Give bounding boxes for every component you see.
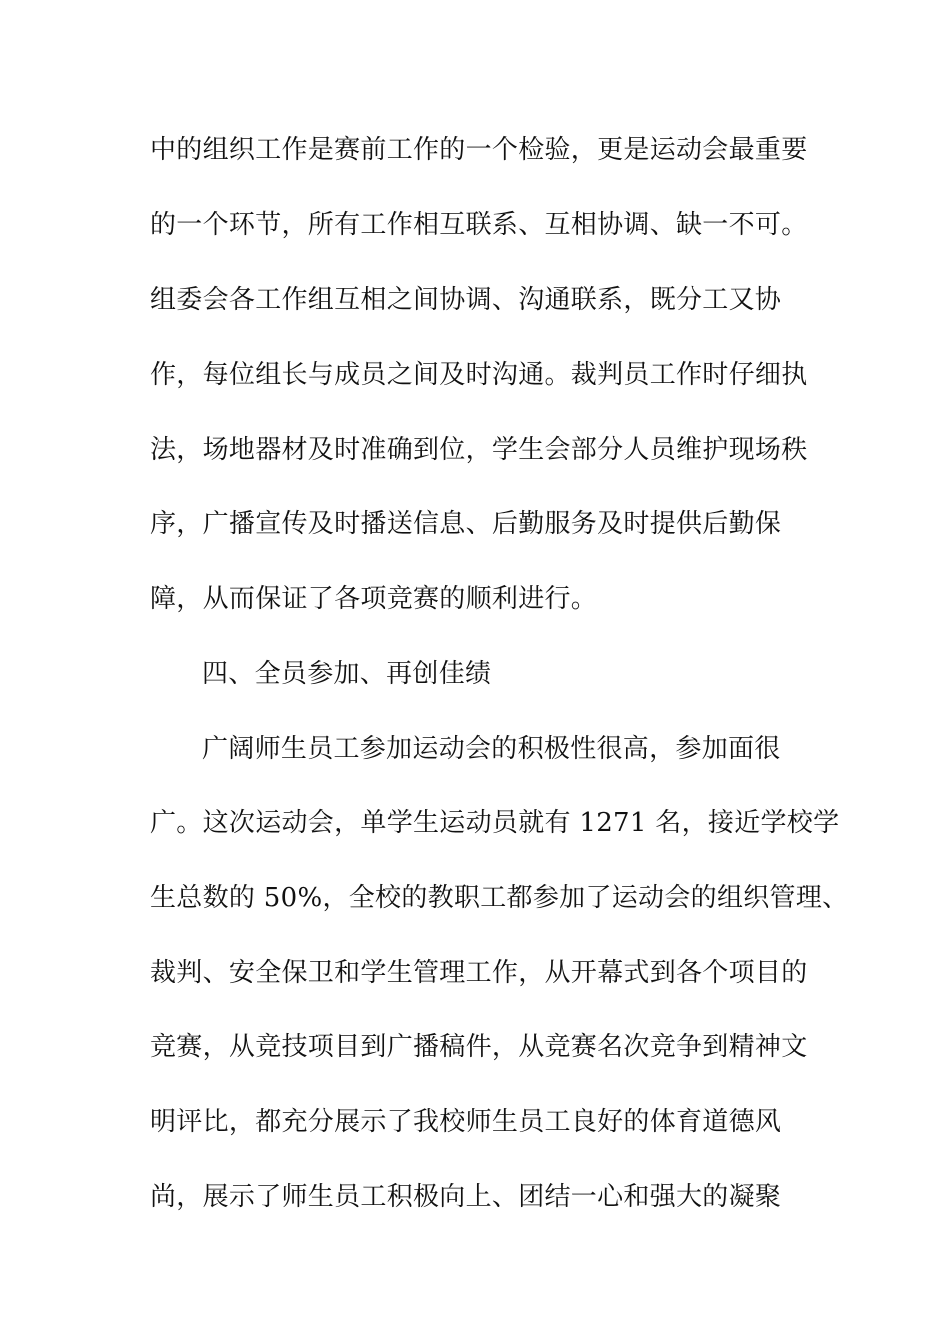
text-line: 中的组织工作是赛前工作的一个检验，更是运动会最重要 <box>150 135 808 165</box>
text-line: 明评比，都充分展示了我校师生员工良好的体育道德风 <box>150 1107 782 1137</box>
text-line: 广阔师生员工参加运动会的积极性很高，参加面很 <box>202 734 781 764</box>
text-line: 组委会各工作组互相之间协调、沟通联系，既分工又协 <box>150 285 782 315</box>
text-line: 序，广播宣传及时播送信息、后勤服务及时提供后勤保 <box>150 509 782 539</box>
text-line: 生总数的 50%，全校的教职工都参加了运动会的组织管理、 <box>150 883 849 913</box>
text-line: 广。这次运动会，单学生运动员就有 1271 名，接近学校学 <box>150 808 840 838</box>
text-line: 裁判、安全保卫和学生管理工作，从开幕式到各个项目的 <box>150 958 808 988</box>
text-line: 尚，展示了师生员工积极向上、团结一心和强大的凝聚 <box>150 1182 782 1212</box>
section-heading: 四、全员参加、再创佳绩 <box>202 659 492 689</box>
text-line: 竞赛，从竞技项目到广播稿件，从竞赛名次竞争到精神文 <box>150 1032 808 1062</box>
text-line: 法，场地器材及时准确到位，学生会部分人员维护现场秩 <box>150 435 808 465</box>
text-line: 障，从而保证了各项竞赛的顺利进行。 <box>150 584 598 614</box>
text-line: 作，每位组长与成员之间及时沟通。裁判员工作时仔细执 <box>150 360 808 390</box>
text-line: 的一个环节，所有工作相互联系、互相协调、缺一不可。 <box>150 210 808 240</box>
